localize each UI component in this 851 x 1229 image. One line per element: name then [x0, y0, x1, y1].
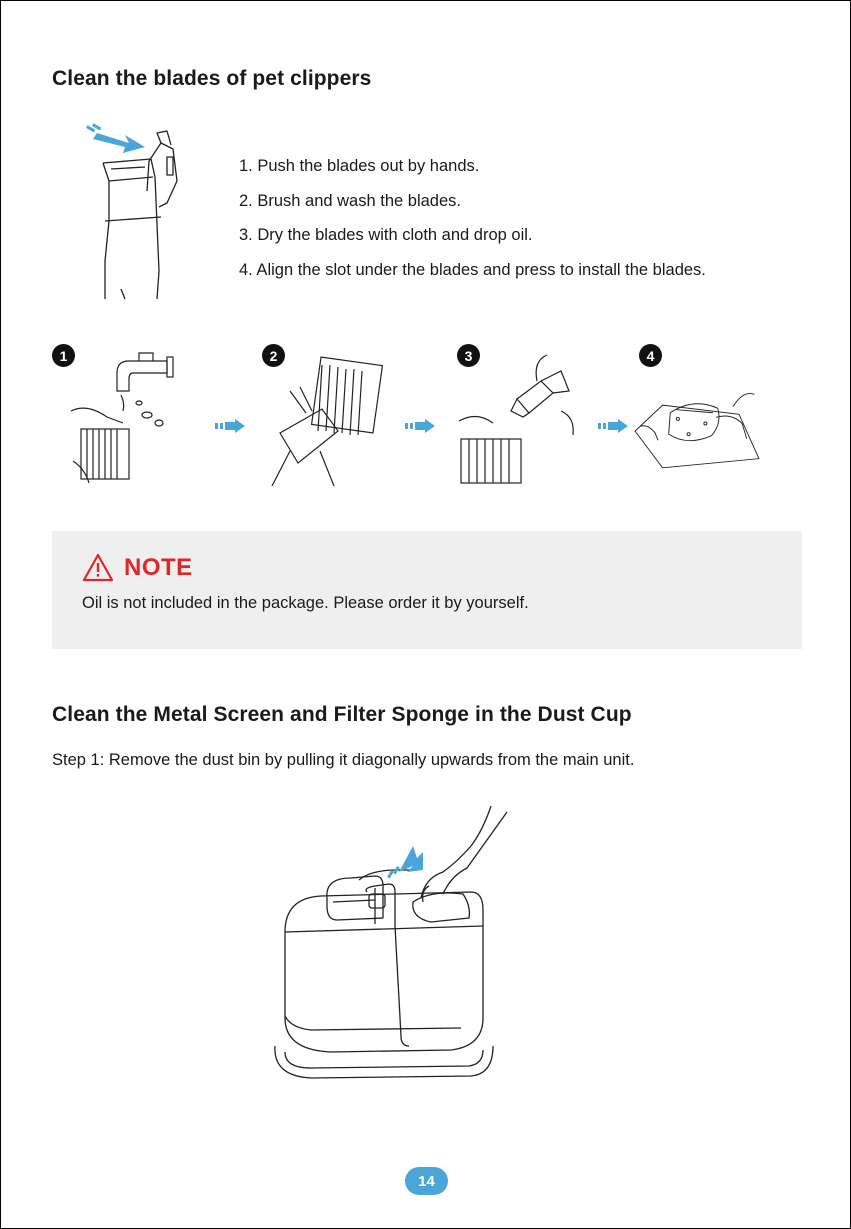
note-text: Oil is not included in the package. Please order it by yourself.	[82, 594, 529, 612]
clipper-illustration	[81, 121, 201, 301]
next-step-arrow-1	[215, 419, 245, 433]
next-step-arrow-2	[405, 419, 435, 433]
step-number-4: 4	[639, 344, 662, 367]
section-title-dust-cup: Clean the Metal Screen and Filter Sponge in the Dust Cup	[52, 703, 632, 726]
brushing-blade-illustration	[260, 351, 390, 486]
note-title: NOTE	[124, 554, 193, 581]
step-item-4: 4. Align the slot under the blades and press to install the blades.	[239, 260, 706, 279]
warning-icon	[82, 553, 114, 583]
step-illustrations	[52, 341, 802, 486]
washing-blade-illustration	[67, 351, 197, 486]
next-step-arrow-3	[598, 419, 628, 433]
dust-bin-removal-illustration	[271, 806, 511, 1106]
step-number-1: 1	[52, 344, 75, 367]
step-number-3: 3	[457, 344, 480, 367]
oiling-blade-illustration	[457, 351, 587, 486]
step-item-3: 3. Dry the blades with cloth and drop oil.	[239, 226, 533, 244]
step-item-1: 1. Push the blades out by hands.	[239, 157, 480, 175]
blade-cleaning-steps	[239, 154, 706, 292]
page-number-badge: 14	[405, 1167, 448, 1195]
note-header	[82, 553, 193, 583]
note-box	[52, 531, 802, 649]
step-number-2: 2	[262, 344, 285, 367]
install-blade-illustration	[632, 351, 762, 486]
dust-step-1: Step 1: Remove the dust bin by pulling it diagonally upwards from the main unit.	[52, 751, 635, 769]
step-item-2: 2. Brush and wash the blades.	[239, 191, 461, 210]
section-title-blades: Clean the blades of pet clippers	[52, 67, 372, 90]
